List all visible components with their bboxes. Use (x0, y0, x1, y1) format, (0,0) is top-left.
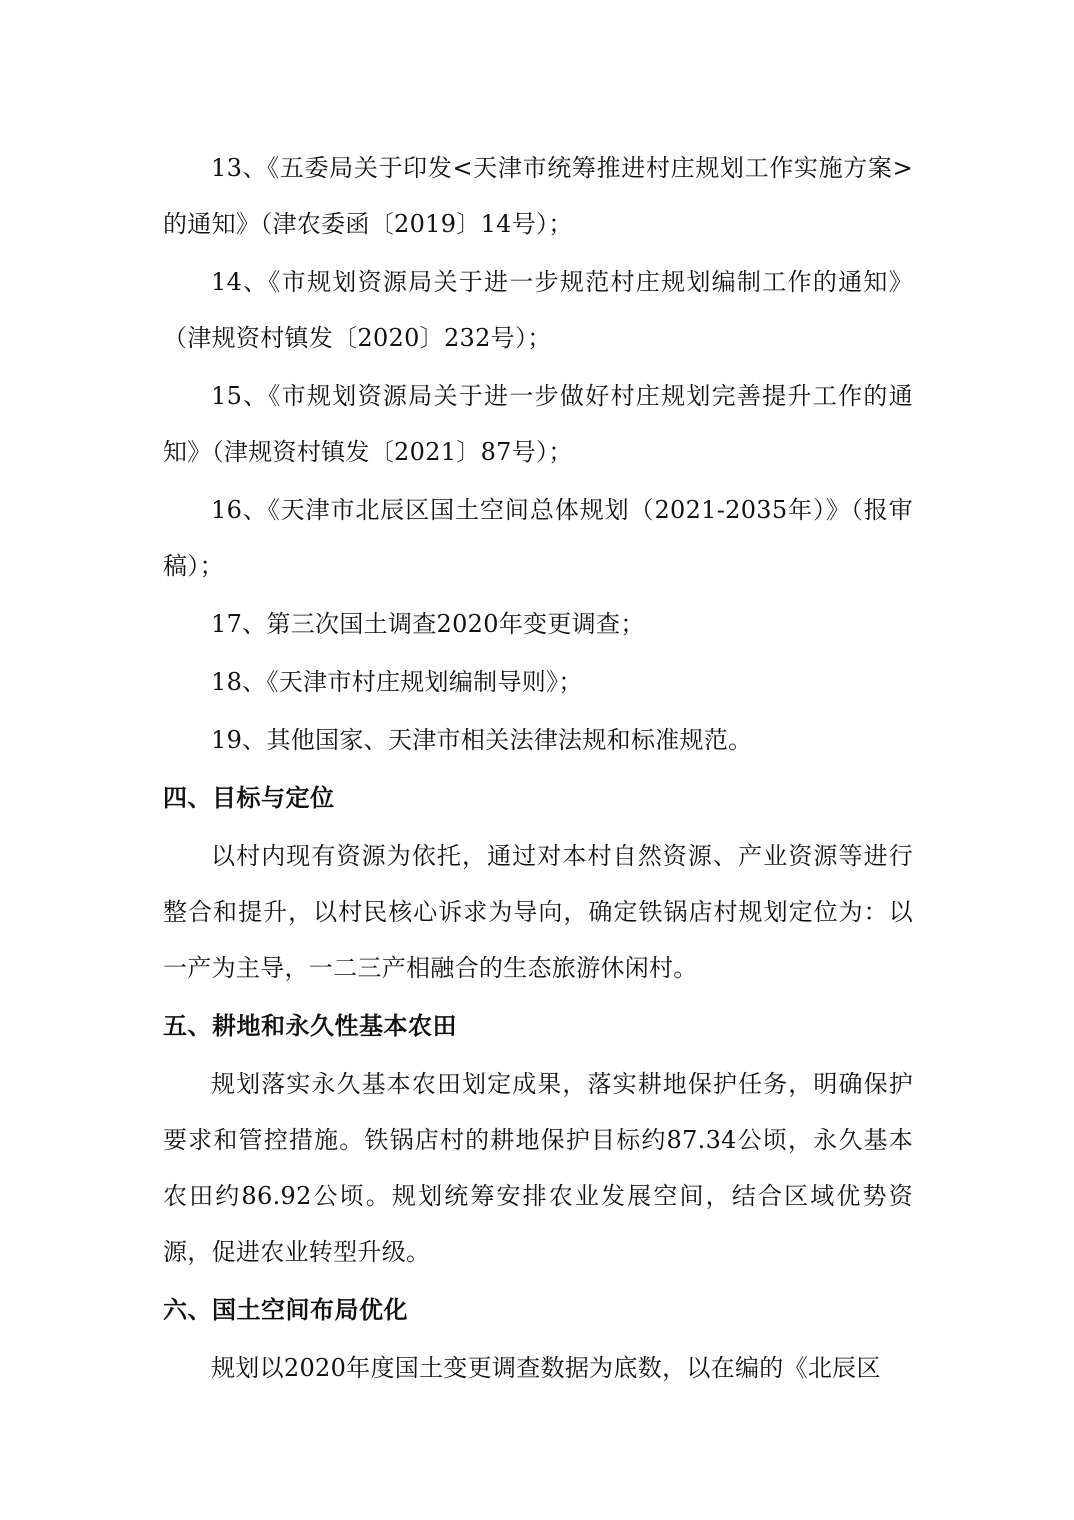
section-heading-spatial-layout: 六、国土空间布局优化 (163, 1296, 408, 1324)
reference-item-16: 16、《天津市北辰区国土空间总体规划（2021-2035年）》（报审稿）； (163, 496, 913, 580)
reference-item-13: 13、《五委局关于印发<天津市统筹推进村庄规划工作实施方案>的通知》（津农委函〔2019〕14号）； (163, 154, 913, 238)
section-heading-goals: 四、目标与定位 (163, 784, 335, 812)
section-body-farmland: 规划落实永久基本农田划定成果，落实耕地保护任务，明确保护要求和管控措施。铁锅店村的耕地保护目标约87.34公顷，永久基本农田约86.92公顷。规划统筹安排农业发展空间，结合区域优势资源，促进农业转型升级。 (163, 1070, 913, 1266)
reference-item-15: 15、《市规划资源局关于进一步做好村庄规划完善提升工作的通知》（津规资村镇发〔2021〕87号）； (163, 382, 913, 466)
reference-item-19: 19、其他国家、天津市相关法律法规和标准规范。 (211, 726, 753, 754)
section-body-goals: 以村内现有资源为依托，通过对本村自然资源、产业资源等进行整合和提升，以村民核心诉求为导向，确定铁锅店村规划定位为：以一产为主导，一二三产相融合的生态旅游休闲村。 (163, 842, 913, 982)
section-body-spatial-layout: 规划以2020年度国土变更调查数据为底数，以在编的《北辰区 (211, 1354, 881, 1382)
reference-item-17: 17、第三次国土调查2020年变更调查； (211, 610, 645, 638)
reference-item-18: 18、《天津市村庄规划编制导则》； (211, 668, 583, 696)
reference-item-14: 14、《市规划资源局关于进一步规范村庄规划编制工作的通知》（津规资村镇发〔2020〕232号）； (163, 268, 913, 352)
section-heading-farmland: 五、耕地和永久性基本农田 (163, 1012, 457, 1040)
document-page (163, 140, 913, 1398)
